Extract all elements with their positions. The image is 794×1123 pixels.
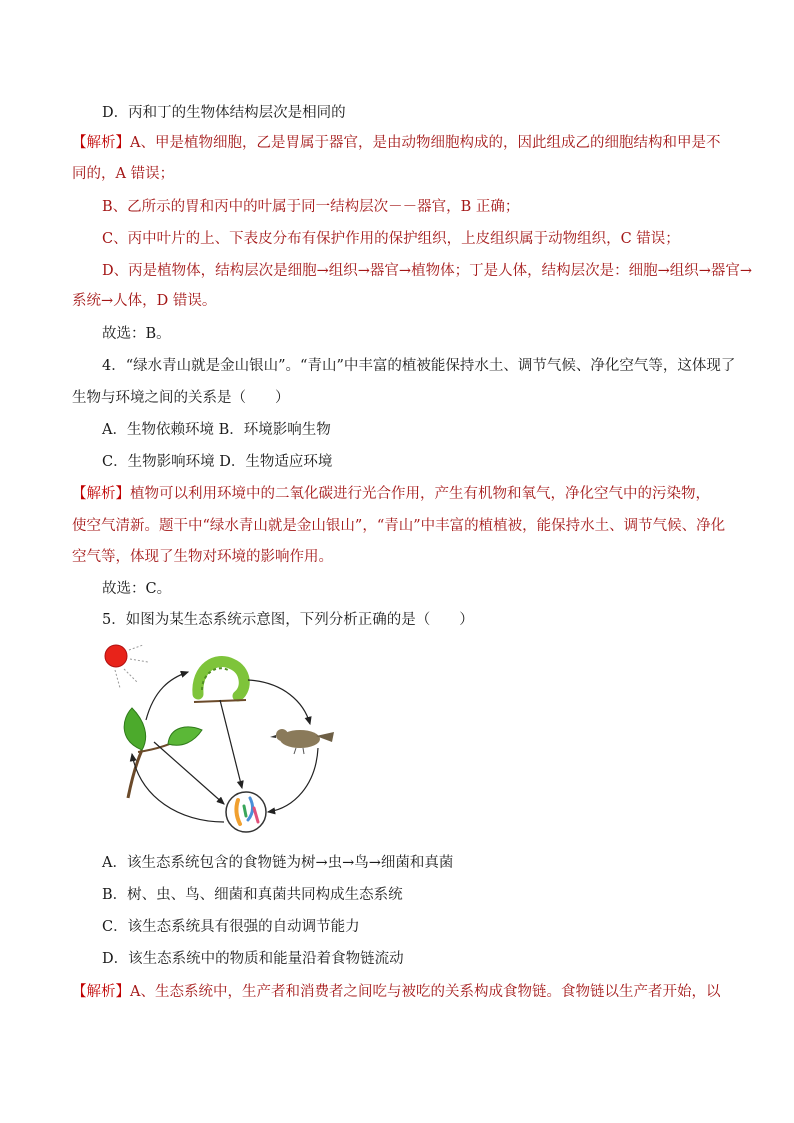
ecosystem-diagram — [98, 640, 348, 840]
q4-options-cd: C．生物影响环境 D．生物适应环境 — [102, 454, 333, 470]
q4-stem-line-2: 生物与环境之间的关系是（ ） — [72, 390, 290, 406]
q3-analysis-d-line-2: 系统→人体，D 错误。 — [72, 293, 217, 309]
q3-analysis-line-2: 同的，A 错误； — [72, 166, 175, 182]
q4-analysis-line-2: 使空气清新。题干中“绿水青山就是金山银山”，“青山”中丰富的植植被，能保持水土、调节气候、净化 — [72, 518, 726, 534]
analysis-tag: 【解析】 — [72, 135, 130, 151]
bird-icon — [270, 729, 334, 754]
q5-analysis-line-1 — [72, 982, 732, 1002]
q5-option-c: C．该生态系统具有很强的自动调节能力 — [102, 919, 360, 935]
food-web-arrows — [132, 672, 318, 822]
q5-option-d: D．该生态系统中的物质和能量沿着食物链流动 — [102, 951, 404, 967]
q4-answer: 故选：C。 — [102, 581, 172, 597]
tree-leaf-icon — [124, 708, 202, 798]
analysis-tag: 【解析】 — [72, 486, 130, 502]
analysis-text: A、甲是植物细胞，乙是胃属于器官，是由动物细胞构成的，因此组成乙的细胞结构和甲是不 — [130, 135, 721, 151]
q3-answer: 故选：B。 — [102, 326, 171, 342]
q5-option-b: B．树、虫、鸟、细菌和真菌共同构成生态系统 — [102, 887, 403, 903]
q3-analysis-line-1 — [72, 133, 732, 153]
q4-analysis-line-1 — [72, 484, 732, 504]
q4-analysis-line-3: 空气等，体现了生物对环境的影响作用。 — [72, 549, 333, 565]
q5-stem: 5．如图为某生态系统示意图，下列分析正确的是（ ） — [102, 612, 474, 628]
analysis-text: 植物可以利用环境中的二氧化碳进行光合作用，产生有机物和氧气，净化空气中的污染物， — [130, 486, 710, 502]
q5-option-a: A．该生态系统包含的食物链为树→虫→鸟→细菌和真菌 — [102, 855, 454, 871]
analysis-tag: 【解析】 — [72, 984, 130, 1000]
q3-analysis-b: B、乙所示的胃和丙中的叶属于同一结构层次－－器官，B 正确； — [102, 199, 520, 215]
caterpillar-icon — [194, 662, 246, 702]
q3-analysis-d-line-1: D、丙是植物体，结构层次是细胞→组织→器官→植物体；丁是人体，结构层次是：细胞→组织→器官→ — [102, 263, 753, 279]
analysis-text: A、生态系统中，生产者和消费者之间吃与被吃的关系构成食物链。食物链以生产者开始，以 — [130, 984, 721, 1000]
q3-analysis-c: C、丙中叶片的上、下表皮分布有保护作用的保护组织，上皮组织属于动物组织，C 错误； — [102, 231, 680, 247]
bacteria-fungi-icon — [226, 792, 266, 832]
q3-option-d: D．丙和丁的生物体结构层次是相同的 — [102, 105, 346, 121]
q4-stem-line-1: 4．“绿水青山就是金山银山”。“青山”中丰富的植被能保持水土、调节气候、净化空气等，这体现了 — [102, 358, 736, 374]
sun-icon — [105, 645, 148, 688]
q4-options-ab: A．生物依赖环境 B．环境影响生物 — [102, 422, 331, 438]
